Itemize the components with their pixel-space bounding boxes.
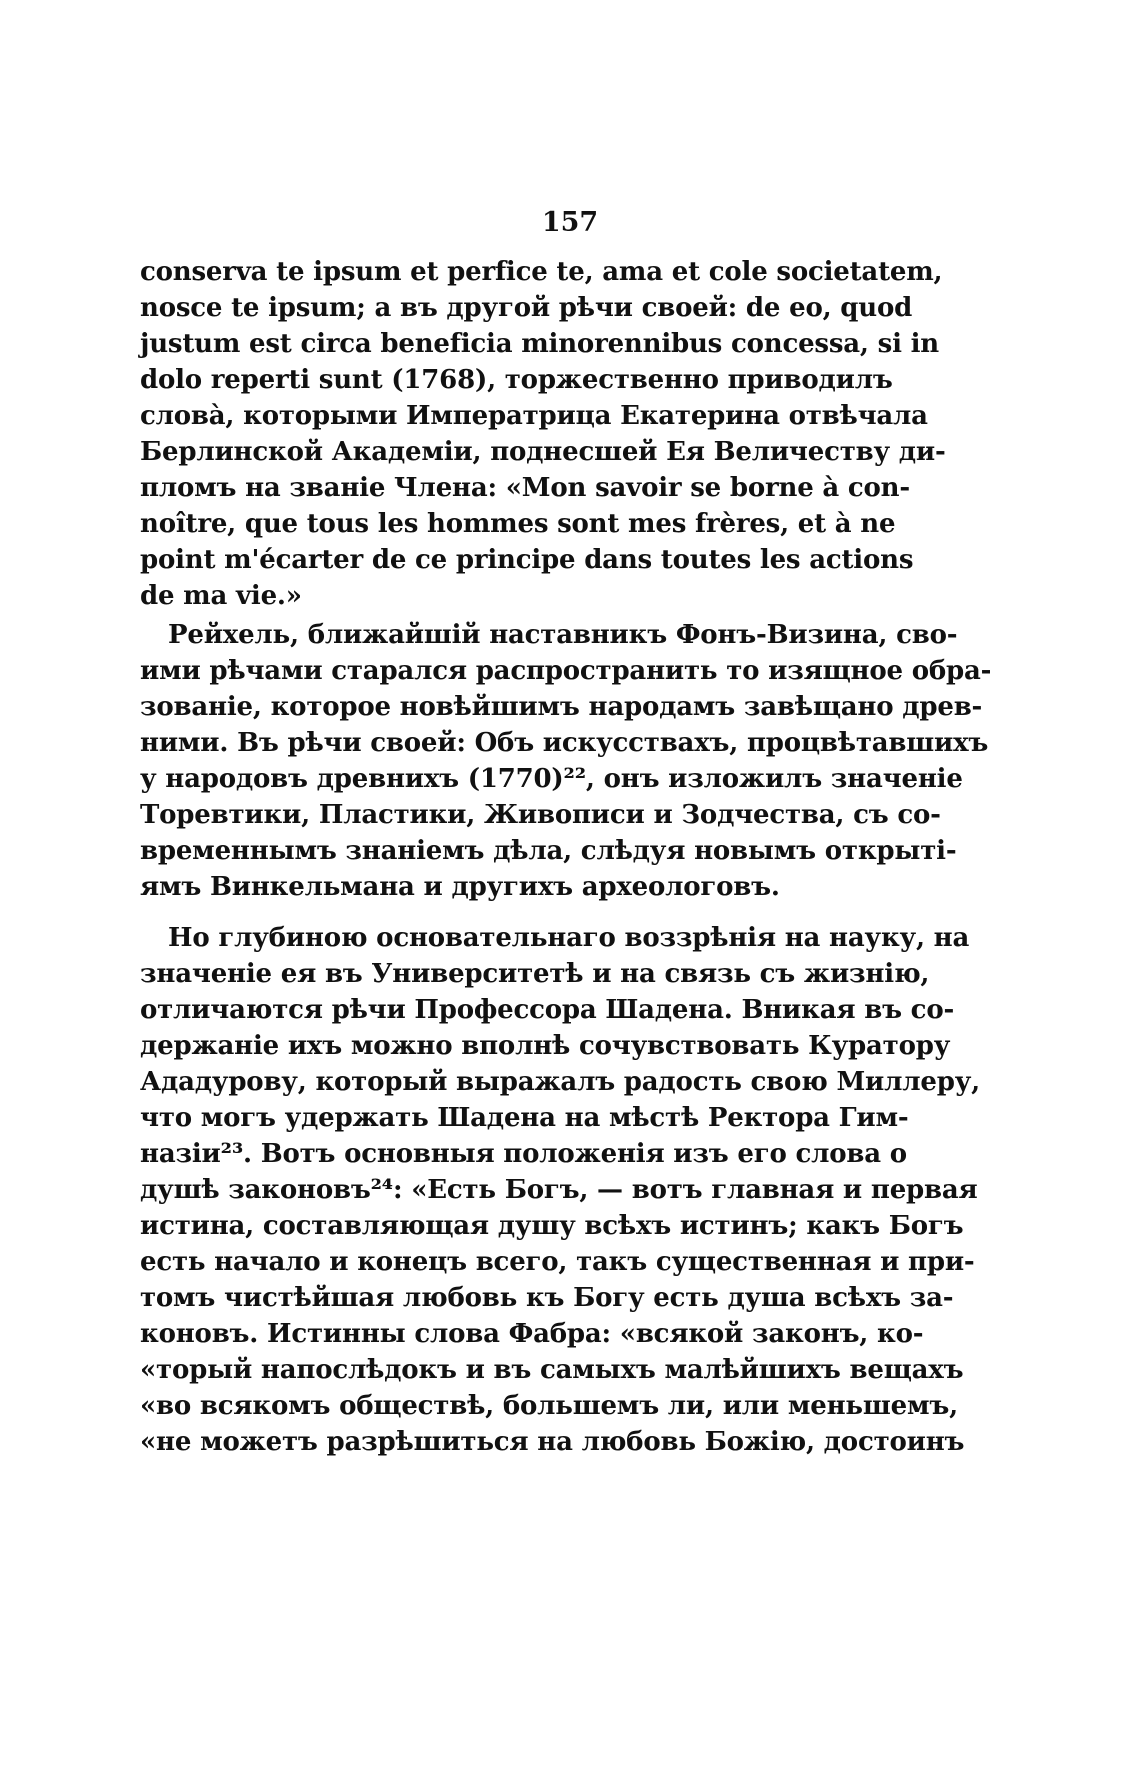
text-line: Берлинской Академіи, поднесшей Ея Величеству ди- [140, 437, 946, 467]
text-line: ими рѣчами старался распространить то изящное обра- [140, 656, 992, 686]
text-line: de ma vie.» [140, 581, 302, 611]
text-line: «торый напослѣдокъ и въ самыхъ малѣйшихъ вещахъ [140, 1355, 964, 1385]
paragraph-3 [140, 920, 981, 1460]
text-line: dolo reperti sunt (1768), торжественно приводилъ [140, 365, 893, 395]
text-line: временнымъ знаніемъ дѣла, слѣдуя новымъ открыті- [140, 836, 957, 866]
text-line: Торевтики, Пластики, Живописи и Зодчества, съ со- [140, 800, 941, 830]
text-line: есть начало и конецъ всего, такъ существенная и при- [140, 1247, 975, 1277]
text-line: nosce te ipsum; a въ другой рѣчи своей: de eo, quod [140, 293, 913, 323]
paragraph-2 [140, 617, 992, 905]
text-line: «во всякомъ обществѣ, большемъ ли, или меньшемъ, [140, 1391, 958, 1421]
text-line: значеніе ея въ Университетѣ и на связь съ жизнію, [140, 959, 930, 989]
text-line: назіи²³. Вотъ основныя положенія изъ его слова о [140, 1139, 907, 1169]
text-line: истина, составляющая душу всѣхъ истинъ; какъ Богъ [140, 1211, 964, 1241]
text-line: «не можетъ разрѣшиться на любовь Божію, достоинъ [140, 1427, 965, 1457]
text-line: ямъ Винкельмана и другихъ археологовъ. [140, 872, 780, 902]
text-line: point m'écarter de ce principe dans toutes les actions [140, 545, 914, 575]
text-line: Рейхель, ближайшій наставникъ Фонъ-Визина, сво- [168, 620, 958, 650]
text-line: что могъ удержать Шадена на мѣстѣ Ректора Гим- [140, 1103, 909, 1133]
text-line: conserva te ipsum et perfice te, ama et cole societatem, [140, 257, 943, 287]
text-line: у народовъ древнихъ (1770)²², онъ изложилъ значеніе [140, 764, 963, 794]
text-line: томъ чистѣйшая любовь къ Богу есть душа всѣхъ за- [140, 1283, 954, 1313]
text-line: коновъ. Истинны слова Фабра: «всякой законъ, ко- [140, 1319, 924, 1349]
text-line: Ададурову, который выражалъ радость свою Миллеру, [140, 1067, 981, 1097]
paragraph-1 [140, 254, 946, 614]
page-number: 157 [541, 207, 599, 238]
text-line: ними. Въ рѣчи своей: Объ искусствахъ, процвѣтавшихъ [140, 728, 989, 758]
text-line: noître, que tous les hommes sont mes frères, et à ne [140, 509, 896, 539]
text-line: отличаются рѣчи Профессора Шадена. Вникая въ со- [140, 995, 955, 1025]
text-line: держаніе ихъ можно вполнѣ сочувствовать Куратору [140, 1031, 951, 1061]
text-line: душѣ законовъ²⁴: «Есть Богъ, — вотъ главная и первая [140, 1175, 978, 1205]
text-line: justum est circa beneficia minorennibus concessa, si in [140, 329, 939, 359]
text-line: слова̀, которыми Императрица Екатерина отвѣчала [140, 401, 928, 431]
text-line: зованіе, которое новѣйшимъ народамъ завѣщано древ- [140, 692, 983, 722]
text-line: Но глубиною основательнаго воззрѣнія на науку, на [168, 923, 970, 953]
text-line: пломъ на званіе Члена: «Mon savoir se borne à con- [140, 473, 910, 503]
